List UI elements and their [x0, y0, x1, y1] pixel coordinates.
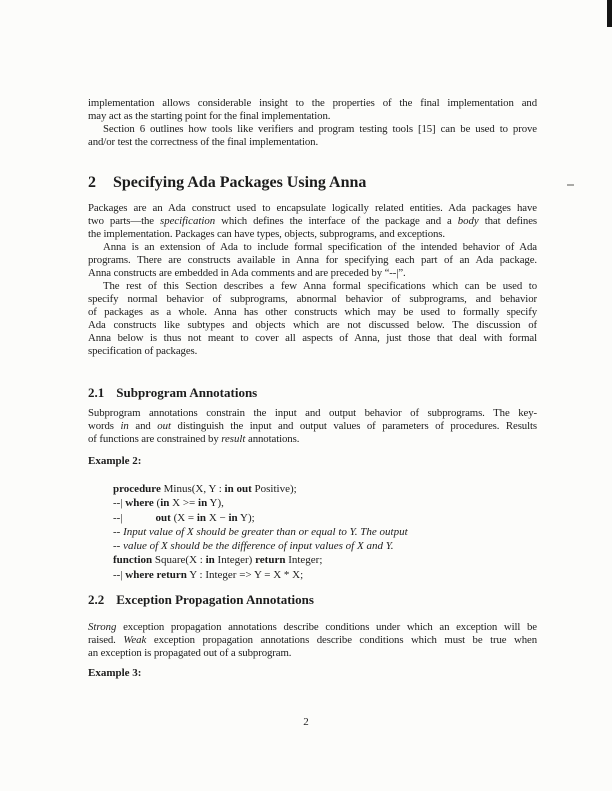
example-3-label: Example 3: [88, 667, 142, 680]
text-line: Subprogram annotations constrain the input and output behavior of subprograms. The key- [88, 407, 537, 419]
code-line: --| out (X = in X − in Y); [113, 511, 255, 524]
text-line: Ada constructs like subtypes and objects which are not discussed below. The discussion of [88, 319, 537, 331]
scan-artifact-corner [607, 0, 612, 27]
code-line: -- value of X should be the difference of input values of X and Y. [113, 540, 394, 553]
example-2-label: Example 2: [88, 455, 142, 467]
section-2-1-paragraph-1 [88, 407, 537, 446]
example-2-code-block [113, 482, 537, 582]
text-line: of functions are constrained by result annotations. [88, 433, 300, 445]
text-line: Strong exception propagation annotations describe conditions under which an exception will be [88, 621, 537, 634]
text-line: implementation allows considerable insight to the properties of the final implementation and [88, 97, 537, 109]
section-2-2-title: Exception Propagation Annotations [116, 592, 314, 608]
text-line: Anna is an extension of Ada to include formal specification of the intended behavior of Ada [103, 241, 537, 253]
text-line: specify normal behavior of subprograms, abnormal behavior of subprograms, and behavior [88, 293, 537, 305]
page-content [88, 0, 537, 680]
text-line: and/or test the correctness of the final implementation. [88, 136, 319, 148]
code-line: --| where (in X >= in Y), [113, 497, 224, 510]
text-line: Anna constructs are embedded in Ada comments and are preceded by “--|”. [88, 267, 406, 279]
section-2-1-number: 2.1 [88, 385, 105, 400]
text-line: may act as the starting point for the final implementation. [88, 110, 331, 122]
section-2-paragraph-1 [88, 202, 537, 241]
section-2-2-heading [88, 593, 537, 606]
text-line: two parts—the specification which defines the interface of the package and a body that defines [88, 215, 538, 227]
section-2-2-paragraph-1 [88, 621, 537, 660]
section-2-2-number: 2.2 [88, 592, 105, 608]
section-2-1-heading [88, 386, 537, 399]
intro-paragraph-1 [88, 97, 537, 123]
section-2-heading [88, 175, 537, 191]
page-number: 2 [303, 716, 309, 728]
text-line: Packages are an Ada construct used to encapsulate logically related entities. Ada packages have [88, 202, 537, 214]
code-line: --| where return Y : Integer => Y = X * X; [113, 568, 304, 581]
text-line: of packages as a whole. Anna has other constructs which may be used to formally specify [88, 306, 537, 318]
code-line: function Square(X : in Integer) return Integer; [113, 554, 323, 567]
section-2-number: 2 [88, 174, 96, 191]
scan-artifact-dash [567, 184, 574, 186]
section-2-paragraph-3 [88, 280, 537, 358]
text-line: words in and out distinguish the input and output values of parameters of procedures. Results [88, 420, 537, 432]
text-line: specification of packages. [88, 345, 198, 357]
text-line: Anna below is thus not meant to cover all aspects of Anna, just those that deal with formal [88, 332, 537, 344]
text-line: raised. Weak exception propagation annotations describe conditions which must be true when [88, 634, 537, 647]
text-line: the implementation. Packages can have types, objects, subprograms, and exceptions. [88, 228, 445, 240]
text-line: Section 6 outlines how tools like verifiers and program testing tools [15] can be used to prove [103, 123, 537, 135]
code-line: procedure Minus(X, Y : in out Positive); [113, 483, 297, 495]
code-line: -- Input value of X should be greater than or equal to Y. The output [113, 525, 408, 538]
text-line: programs. There are constructs available in Anna for specifying each part of an Ada package. [88, 254, 537, 266]
section-2-paragraph-2 [88, 241, 537, 280]
intro-paragraph-2 [88, 123, 537, 149]
text-line: The rest of this Section describes a few Anna formal specifications which can be used to [103, 280, 537, 292]
section-2-title: Specifying Ada Packages Using Anna [113, 174, 367, 191]
section-2-1-title: Subprogram Annotations [116, 385, 258, 400]
text-line: an exception is propagated out of a subprogram. [88, 647, 292, 660]
